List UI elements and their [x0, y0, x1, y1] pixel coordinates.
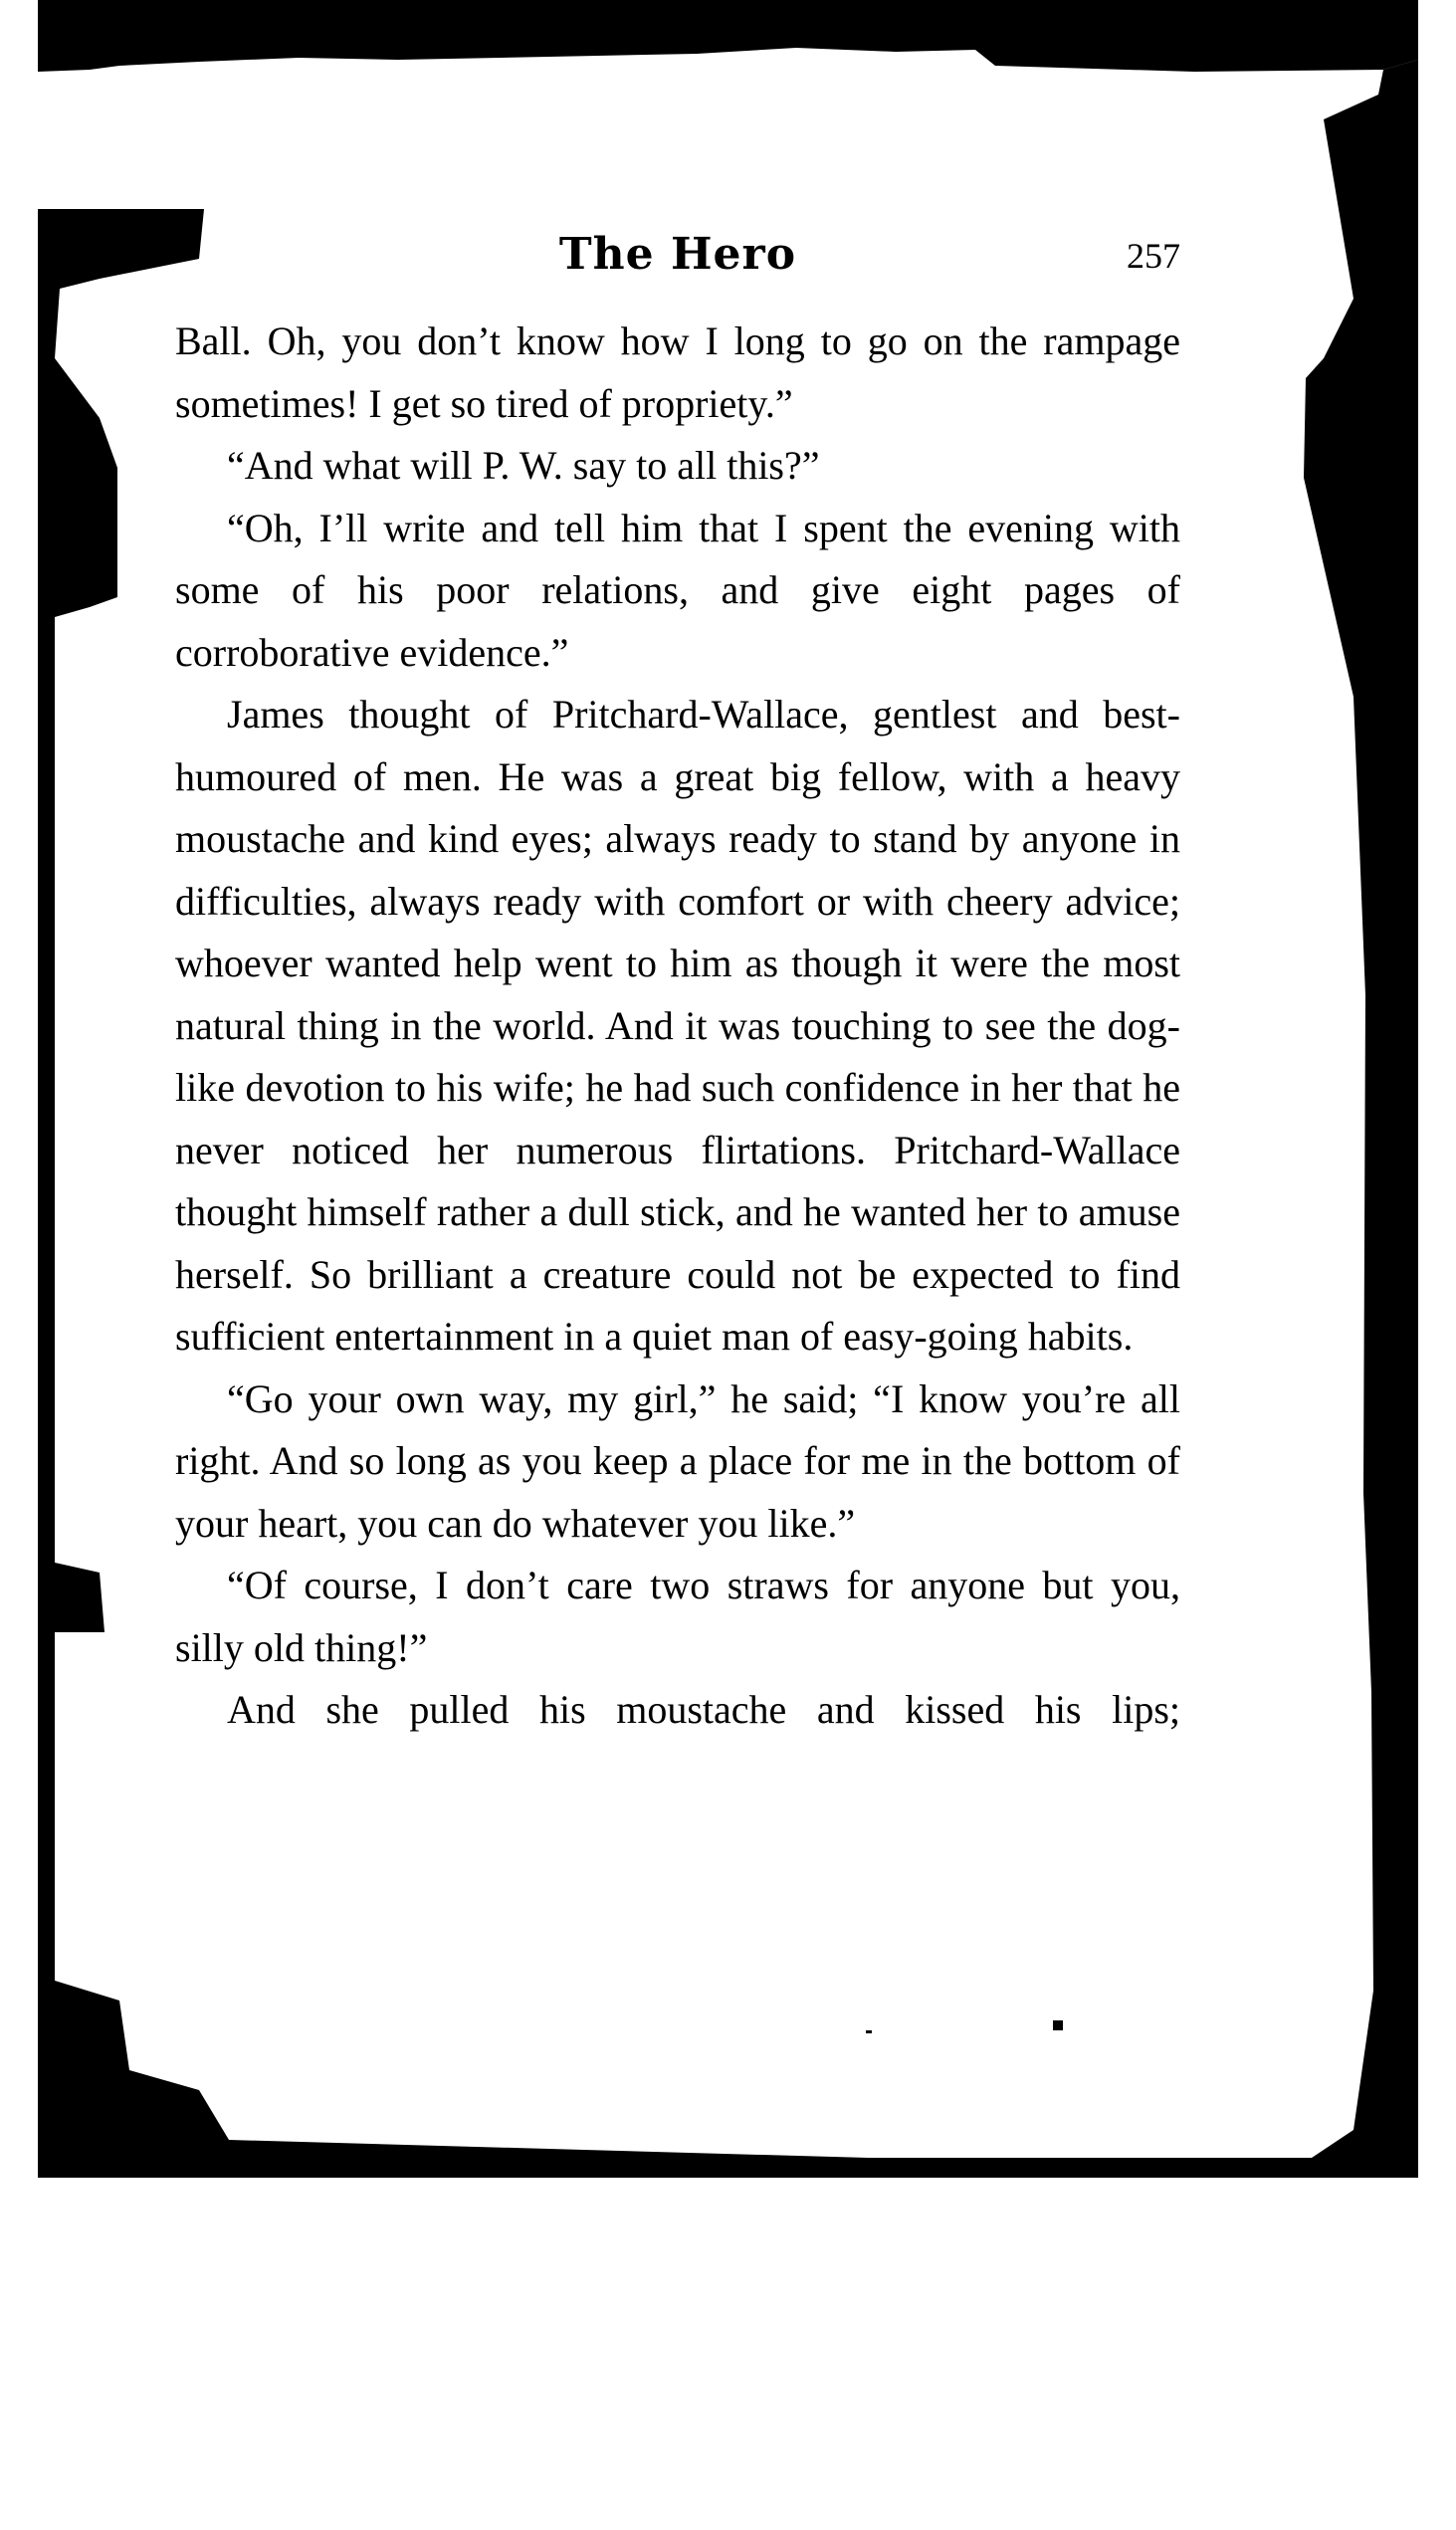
running-head-title: The Hero — [558, 229, 797, 280]
paragraph-3: “Oh, I’ll write and tell him that I spent the evening with some of his poor relations, and give eight pages of corroborative evidence.” — [175, 505, 1180, 675]
paragraph-4: James thought of Pritchard-Wallace, gentlest and best-humoured of men. He was a great big fellow, with a heavy moustache and kind eyes; always ready to stand by anyone in difficulties, always ready with comfort or with cheery advice; whoever wanted help went to him as though it were the most natural thing in the world. And it was touching to see the dog-like devotion to his wife; he had such confidence in her that he never noticed her numerous flirtations. Pritchard-Wallace thought himself rather a dull stick, and he wanted her to amuse herself. So brilliant a creature could not be expected to find sufficient entertainment in a quiet man of easy-going habits. — [175, 692, 1180, 1359]
book-page-text — [175, 229, 1180, 1742]
paragraph-6: “Of course, I don’t care two straws for anyone but you, silly old thing!” — [175, 1563, 1180, 1670]
page-number: 257 — [1127, 236, 1180, 276]
top-scan-edge — [38, 0, 1418, 72]
paragraph-7: And she pulled his moustache and kissed his lips; — [227, 1687, 1180, 1732]
running-head — [175, 229, 1180, 289]
paragraph-1: Ball. Oh, you don’t know how I long to go on the rampage sometimes! I get so tired of propriety.” — [175, 318, 1180, 426]
paragraph-2: “And what will P. W. say to all this?” — [227, 443, 820, 488]
bottom-scan-edge — [38, 2158, 1418, 2178]
paragraph-5: “Go your own way, my girl,” he said; “I know you’re all right. And so long as you keep a place for me in the bottom of your heart, you can do whatever you like.” — [175, 1375, 1180, 1546]
right-scan-edge — [1294, 60, 1418, 2170]
